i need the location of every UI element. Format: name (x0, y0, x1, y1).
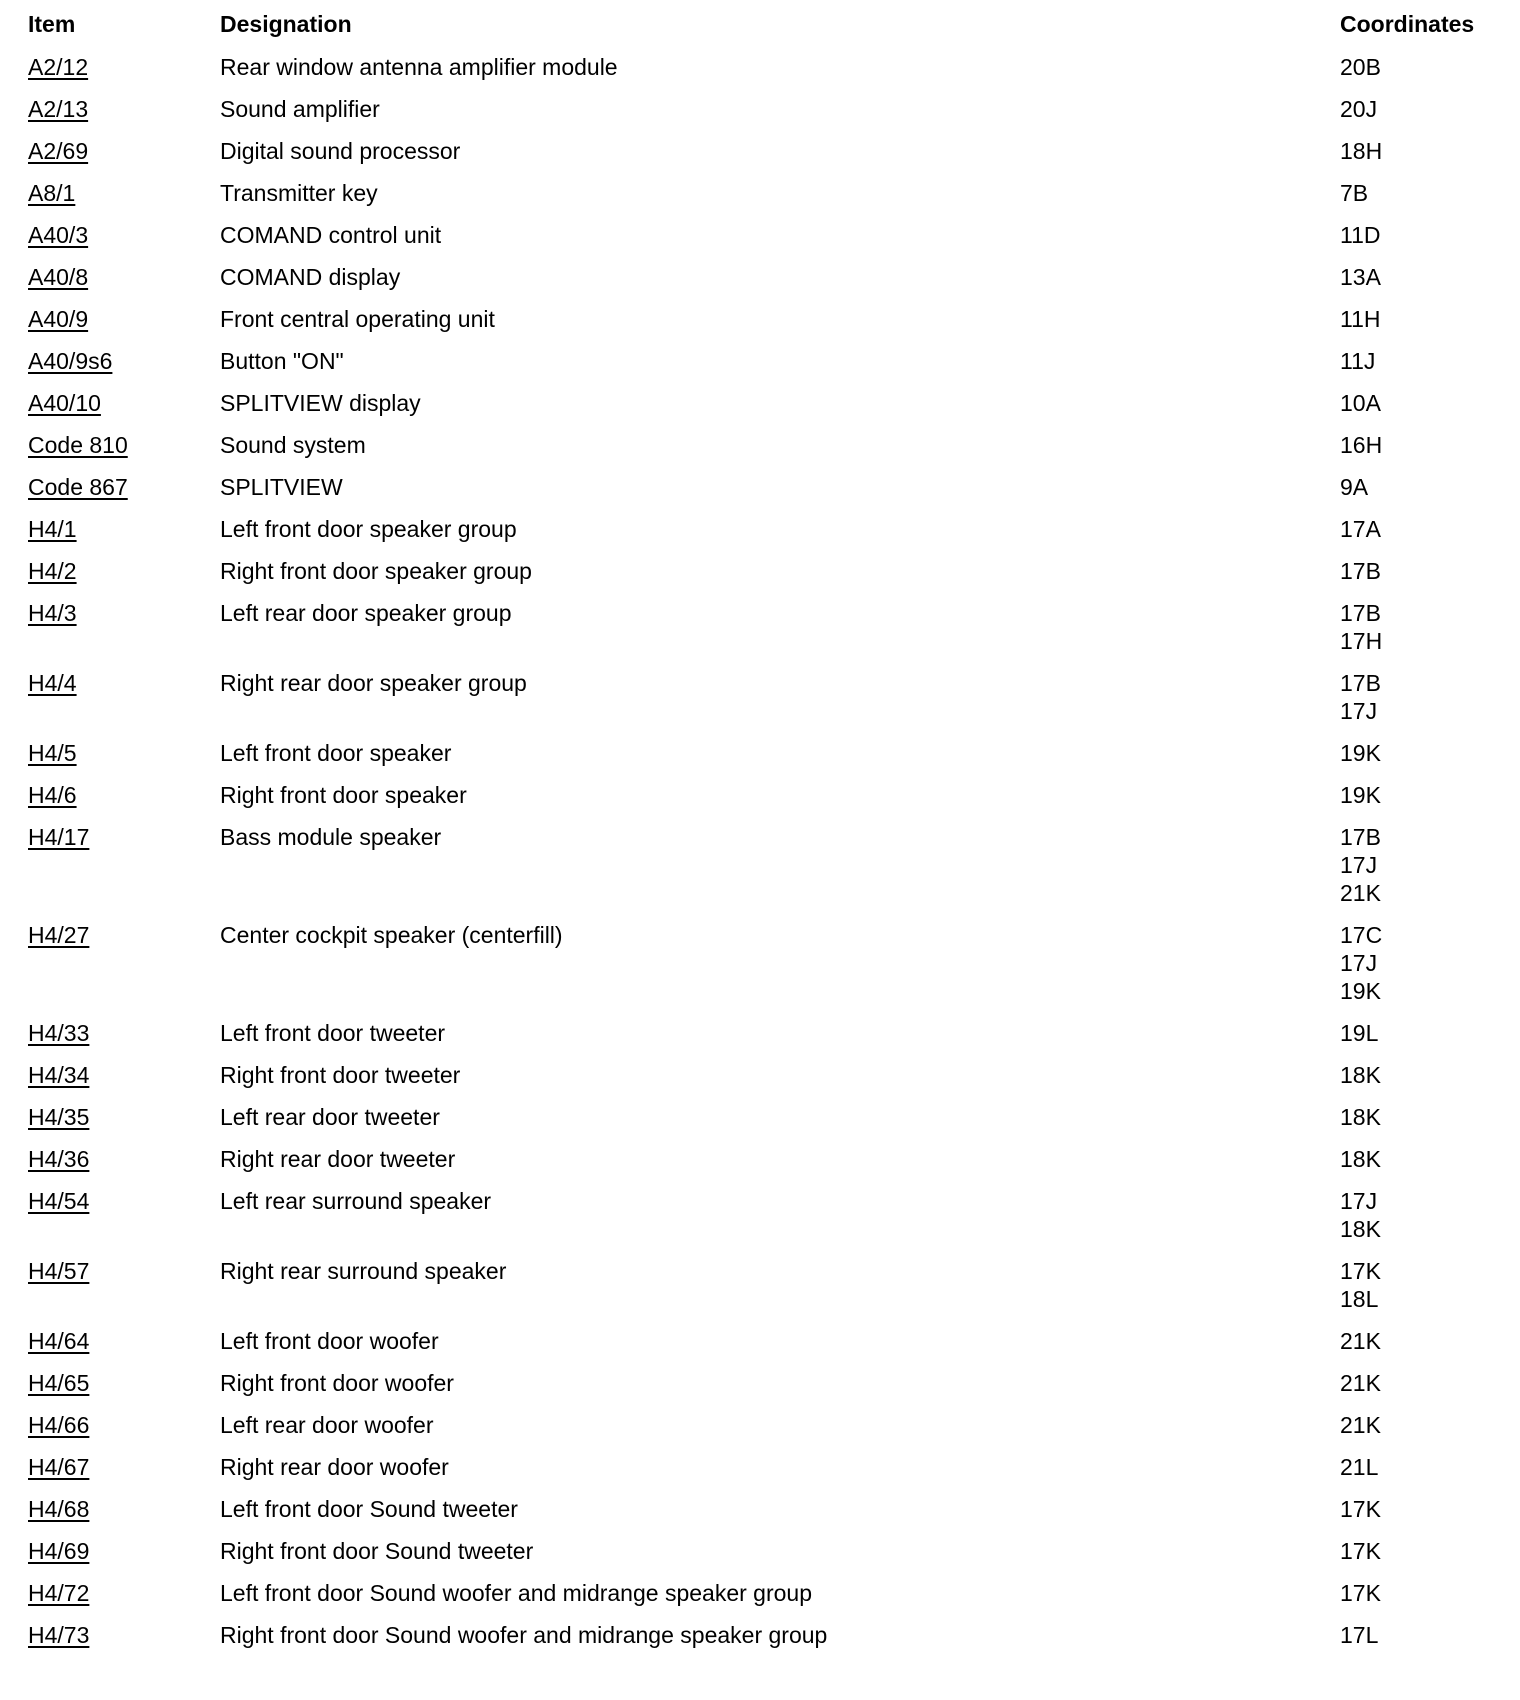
coordinates-cell (1340, 473, 1520, 501)
item-cell (0, 1257, 210, 1285)
table-row (0, 1012, 1520, 1054)
item-cell (0, 263, 210, 291)
item-cell (0, 95, 210, 123)
item-cell (0, 1061, 210, 1089)
table-row (0, 214, 1520, 256)
item-cell (0, 1187, 210, 1215)
table-row (0, 1180, 1520, 1250)
table-row (0, 130, 1520, 172)
header-coordinates: Coordinates (1340, 11, 1475, 37)
item-link[interactable]: A40/10 (28, 390, 101, 416)
coordinate-value: 18H (1340, 138, 1383, 164)
item-cell (0, 921, 210, 949)
item-cell (0, 473, 210, 501)
coordinates-cell (1340, 1537, 1520, 1565)
table-row (0, 1614, 1520, 1656)
coordinate-value: 17B (1340, 600, 1381, 626)
coordinate-value: 20B (1340, 54, 1381, 80)
coordinate-value: 17K (1340, 1538, 1381, 1564)
designation-cell: Left rear door woofer (220, 1412, 434, 1438)
coordinates-cell (1340, 921, 1520, 1005)
item-cell (0, 347, 210, 375)
coordinate-value: 21K (1340, 880, 1381, 906)
designation-cell: Right rear door woofer (220, 1454, 449, 1480)
item-link[interactable]: A40/9s6 (28, 348, 113, 374)
table-row (0, 298, 1520, 340)
coordinates-cell (1340, 599, 1520, 655)
coordinate-value: 17K (1340, 1496, 1381, 1522)
item-link[interactable]: H4/57 (28, 1258, 90, 1284)
coordinate-value: 17B (1340, 670, 1381, 696)
item-cell (0, 431, 210, 459)
table-row (0, 774, 1520, 816)
designation-cell: Button "ON" (220, 348, 344, 374)
item-link[interactable]: H4/67 (28, 1454, 90, 1480)
designation-cell: Transmitter key (220, 180, 378, 206)
coordinates-cell (1340, 137, 1520, 165)
item-cell (0, 1579, 210, 1607)
coordinates-cell (1340, 557, 1520, 585)
designation-cell: Center cockpit speaker (centerfill) (220, 922, 563, 948)
coordinate-value: 9A (1340, 474, 1369, 500)
coordinates-cell (1340, 1103, 1520, 1131)
designation-cell: Left front door speaker group (220, 516, 517, 542)
item-link[interactable]: H4/33 (28, 1020, 90, 1046)
coordinate-value: 18K (1340, 1104, 1381, 1130)
designation-cell: Right front door speaker group (220, 558, 532, 584)
table-row (0, 592, 1520, 662)
coordinates-cell (1340, 389, 1520, 417)
item-cell (0, 1453, 210, 1481)
coordinate-value: 11D (1340, 222, 1381, 248)
item-link[interactable]: H4/5 (28, 740, 77, 766)
item-link[interactable]: H4/17 (28, 824, 90, 850)
coordinates-cell (1340, 1145, 1520, 1173)
table-row (0, 172, 1520, 214)
designation-cell: Right rear door speaker group (220, 670, 527, 696)
item-link[interactable]: H4/65 (28, 1370, 90, 1396)
item-cell (0, 823, 210, 851)
item-link[interactable]: A2/13 (28, 96, 89, 122)
coordinates-cell (1340, 1453, 1520, 1481)
header-designation: Designation (220, 11, 352, 37)
coordinate-value: 17J (1340, 698, 1378, 724)
coordinate-value: 18K (1340, 1216, 1381, 1242)
designation-cell: Left rear door speaker group (220, 600, 512, 626)
designation-cell: Left front door tweeter (220, 1020, 446, 1046)
table-row (0, 424, 1520, 466)
item-link[interactable]: H4/54 (28, 1188, 90, 1214)
coordinate-value: 10A (1340, 390, 1381, 416)
coordinate-value: 19K (1340, 782, 1381, 808)
coordinate-value: 17H (1340, 628, 1383, 654)
designation-cell: Left front door speaker (220, 740, 452, 766)
item-cell (0, 389, 210, 417)
item-cell (0, 557, 210, 585)
coordinate-value: 11H (1340, 306, 1381, 332)
table-row (0, 1054, 1520, 1096)
item-link[interactable]: A40/8 (28, 264, 89, 290)
coordinates-cell (1340, 1495, 1520, 1523)
designation-cell: Bass module speaker (220, 824, 442, 850)
table-row (0, 550, 1520, 592)
item-link[interactable]: A2/69 (28, 138, 89, 164)
table-header (0, 10, 1520, 46)
designation-cell: Front central operating unit (220, 306, 495, 332)
coordinates-cell (1340, 347, 1520, 375)
table-row (0, 1488, 1520, 1530)
coordinates-cell (1340, 1187, 1520, 1243)
table-row (0, 732, 1520, 774)
designation-cell: Left front door woofer (220, 1328, 439, 1354)
table-row (0, 1572, 1520, 1614)
coordinate-value: 17L (1340, 1622, 1379, 1648)
item-cell (0, 305, 210, 333)
designation-cell: Right rear door tweeter (220, 1146, 456, 1172)
coordinates-cell (1340, 1327, 1520, 1355)
table-row (0, 88, 1520, 130)
designation-cell: Right rear surround speaker (220, 1258, 507, 1284)
coordinate-value: 21L (1340, 1454, 1379, 1480)
coordinates-cell (1340, 263, 1520, 291)
designation-cell: Left front door Sound woofer and midrange speaker group (220, 1580, 812, 1606)
item-cell (0, 781, 210, 809)
designation-cell: Rear window antenna amplifier module (220, 54, 618, 80)
coordinates-cell (1340, 95, 1520, 123)
designation-cell: Right front door speaker (220, 782, 467, 808)
coordinate-value: 21K (1340, 1370, 1381, 1396)
table-row (0, 1250, 1520, 1320)
coordinate-value: 17K (1340, 1580, 1381, 1606)
item-cell (0, 1537, 210, 1565)
coordinates-cell (1340, 1257, 1520, 1313)
table-row (0, 1320, 1520, 1362)
coordinates-cell (1340, 1019, 1520, 1047)
table-row (0, 46, 1520, 88)
coordinate-value: 17J (1340, 852, 1378, 878)
coordinate-value: 17J (1340, 1188, 1378, 1214)
item-cell (0, 1369, 210, 1397)
item-cell (0, 1145, 210, 1173)
coordinate-value: 18K (1340, 1146, 1381, 1172)
coordinate-value: 17K (1340, 1258, 1381, 1284)
item-cell (0, 739, 210, 767)
table-row (0, 256, 1520, 298)
coordinate-value: 17B (1340, 824, 1381, 850)
table-row (0, 1404, 1520, 1446)
header-item: Item (28, 11, 76, 37)
designation-cell: SPLITVIEW (220, 474, 343, 500)
coordinate-value: 7B (1340, 180, 1369, 206)
coordinates-cell (1340, 1621, 1520, 1649)
coordinate-value: 17B (1340, 558, 1381, 584)
table-row (0, 1446, 1520, 1488)
coordinate-value: 18K (1340, 1062, 1381, 1088)
coordinate-value: 18L (1340, 1286, 1379, 1312)
table-row (0, 382, 1520, 424)
coordinates-cell (1340, 669, 1520, 725)
item-cell (0, 1621, 210, 1649)
coordinate-value: 21K (1340, 1328, 1381, 1354)
item-link[interactable]: H4/2 (28, 558, 77, 584)
designation-cell: Digital sound processor (220, 138, 461, 164)
coordinates-cell (1340, 823, 1520, 907)
item-cell (0, 1327, 210, 1355)
item-cell (0, 1495, 210, 1523)
item-link[interactable]: H4/34 (28, 1062, 90, 1088)
item-cell (0, 53, 210, 81)
item-cell (0, 137, 210, 165)
item-link[interactable]: Code 867 (28, 474, 128, 500)
coordinate-value: 17A (1340, 516, 1381, 542)
table-row (0, 1530, 1520, 1572)
coordinates-cell (1340, 221, 1520, 249)
designation-cell: Left front door Sound tweeter (220, 1496, 518, 1522)
item-cell (0, 1411, 210, 1439)
item-cell (0, 669, 210, 697)
designation-cell: Right front door woofer (220, 1370, 454, 1396)
coordinates-cell (1340, 739, 1520, 767)
item-link[interactable]: H4/35 (28, 1104, 90, 1130)
item-link[interactable]: H4/27 (28, 922, 90, 948)
coordinates-cell (1340, 431, 1520, 459)
designation-cell: Left rear door tweeter (220, 1104, 440, 1130)
item-link[interactable]: A40/3 (28, 222, 89, 248)
coordinates-cell (1340, 305, 1520, 333)
item-link[interactable]: A40/9 (28, 306, 89, 332)
table-body (0, 46, 1520, 1656)
coordinate-value: 20J (1340, 96, 1378, 122)
coordinates-cell (1340, 1411, 1520, 1439)
item-link[interactable]: A2/12 (28, 54, 89, 80)
coordinates-cell (1340, 781, 1520, 809)
item-link[interactable]: A8/1 (28, 180, 76, 206)
item-cell (0, 1103, 210, 1131)
designation-cell: Right front door tweeter (220, 1062, 461, 1088)
designation-cell: COMAND display (220, 264, 401, 290)
item-cell (0, 179, 210, 207)
designation-cell: SPLITVIEW display (220, 390, 421, 416)
table-row (0, 816, 1520, 914)
coordinates-cell (1340, 1061, 1520, 1089)
coordinate-value: 11J (1340, 348, 1376, 374)
item-link[interactable]: H4/69 (28, 1538, 90, 1564)
item-cell (0, 221, 210, 249)
item-link[interactable]: H4/36 (28, 1146, 90, 1172)
item-link[interactable]: H4/73 (28, 1622, 90, 1648)
item-cell (0, 1019, 210, 1047)
designation-cell: Sound system (220, 432, 366, 458)
coordinates-cell (1340, 53, 1520, 81)
coordinate-value: 19K (1340, 740, 1381, 766)
item-link[interactable]: H4/6 (28, 782, 77, 808)
item-link[interactable]: H4/72 (28, 1580, 90, 1606)
item-link[interactable]: H4/68 (28, 1496, 90, 1522)
item-link[interactable]: H4/64 (28, 1328, 90, 1354)
coordinates-cell (1340, 1369, 1520, 1397)
designation-cell: Sound amplifier (220, 96, 380, 122)
table-row (0, 508, 1520, 550)
table-row (0, 466, 1520, 508)
coordinates-cell (1340, 515, 1520, 543)
coordinates-cell (1340, 179, 1520, 207)
table-row (0, 914, 1520, 1012)
item-cell (0, 515, 210, 543)
designation-cell: Left rear surround speaker (220, 1188, 492, 1214)
designation-cell: COMAND control unit (220, 222, 442, 248)
coordinate-value: 19L (1340, 1020, 1379, 1046)
table-row (0, 1138, 1520, 1180)
coordinates-cell (1340, 1579, 1520, 1607)
coordinate-value: 17C (1340, 922, 1383, 948)
coordinate-value: 17J (1340, 950, 1378, 976)
table-row (0, 1096, 1520, 1138)
coordinate-value: 16H (1340, 432, 1383, 458)
coordinate-value: 21K (1340, 1412, 1381, 1438)
table-row (0, 1362, 1520, 1404)
designation-cell: Right front door Sound woofer and midrange speaker group (220, 1622, 828, 1648)
item-cell (0, 599, 210, 627)
item-link[interactable]: Code 810 (28, 432, 128, 458)
legend-table (0, 10, 1520, 1656)
coordinate-value: 13A (1340, 264, 1381, 290)
item-link[interactable]: H4/4 (28, 670, 77, 696)
item-link[interactable]: H4/1 (28, 516, 77, 542)
coordinate-value: 19K (1340, 978, 1381, 1004)
item-link[interactable]: H4/3 (28, 600, 77, 626)
item-link[interactable]: H4/66 (28, 1412, 90, 1438)
designation-cell: Right front door Sound tweeter (220, 1538, 534, 1564)
table-row (0, 340, 1520, 382)
table-row (0, 662, 1520, 732)
